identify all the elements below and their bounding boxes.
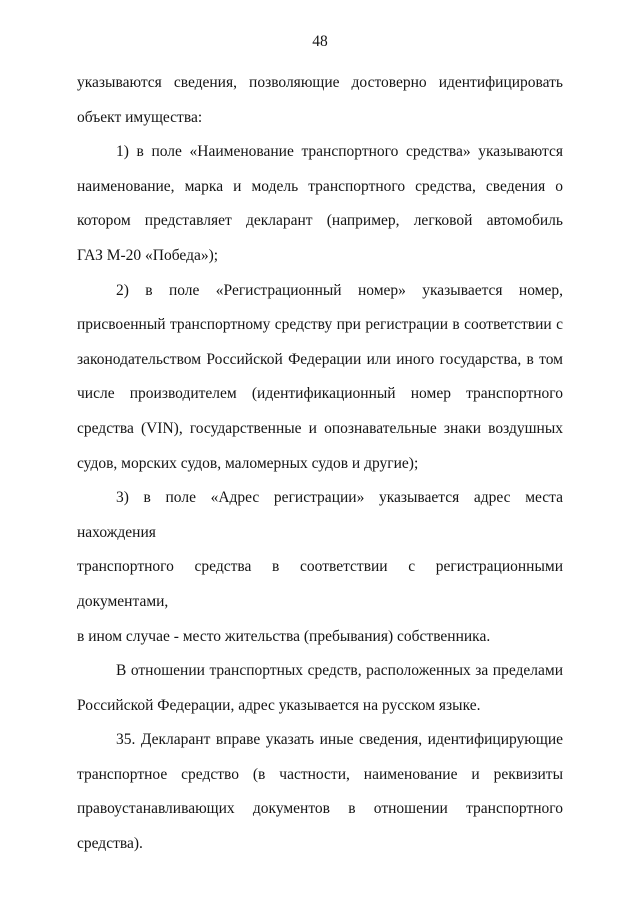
text-line: Российской Федерации, адрес указывается на русском языке. xyxy=(77,696,481,714)
text-line: 35. Декларант вправе указать иные сведения, идентифицирующие xyxy=(116,731,563,749)
text-line: ГАЗ М-20 «Победа»); xyxy=(77,246,219,264)
text-line: транспортного средства в соответствии с регистрационными документами, xyxy=(77,558,563,610)
text-line: транспортное средство (в частности, наименование и реквизиты xyxy=(77,765,563,783)
text-line: 2) в поле «Регистрационный номер» указывается номер, xyxy=(116,281,563,299)
text-line: присвоенный транспортному средству при регистрации в соответствии с xyxy=(77,316,563,334)
page-number: 48 xyxy=(312,33,328,50)
text-line: 3) в поле «Адрес регистрации» указывается адрес места нахождения xyxy=(77,489,563,541)
text-line: В отношении транспортных средств, расположенных за пределами xyxy=(116,662,563,680)
text-line: котором представляет декларант (например, легковой автомобиль xyxy=(77,212,563,230)
text-line: объект имущества: xyxy=(77,108,203,126)
text-line: в ином случае - место жительства (пребывания) собственника. xyxy=(77,627,491,645)
text-line: указываются сведения, позволяющие достоверно идентифицировать xyxy=(77,74,563,91)
text-line: судов, морских судов, маломерных судов и другие); xyxy=(77,454,419,472)
text-line: законодательством Российской Федерации или иного государства, в том xyxy=(77,350,563,368)
text-line: числе производителем (идентификационный номер транспортного xyxy=(77,385,563,403)
text-line: правоустанавливающих документов в отношении транспортного средства). xyxy=(77,800,563,853)
document-body xyxy=(77,66,563,862)
text-line: средства (VIN), государственные и опознавательные знаки воздушных xyxy=(77,419,563,437)
text-line: 1) в поле «Наименование транспортного средства» указываются xyxy=(116,143,563,161)
text-line: наименование, марка и модель транспортного средства, сведения о xyxy=(77,177,563,195)
